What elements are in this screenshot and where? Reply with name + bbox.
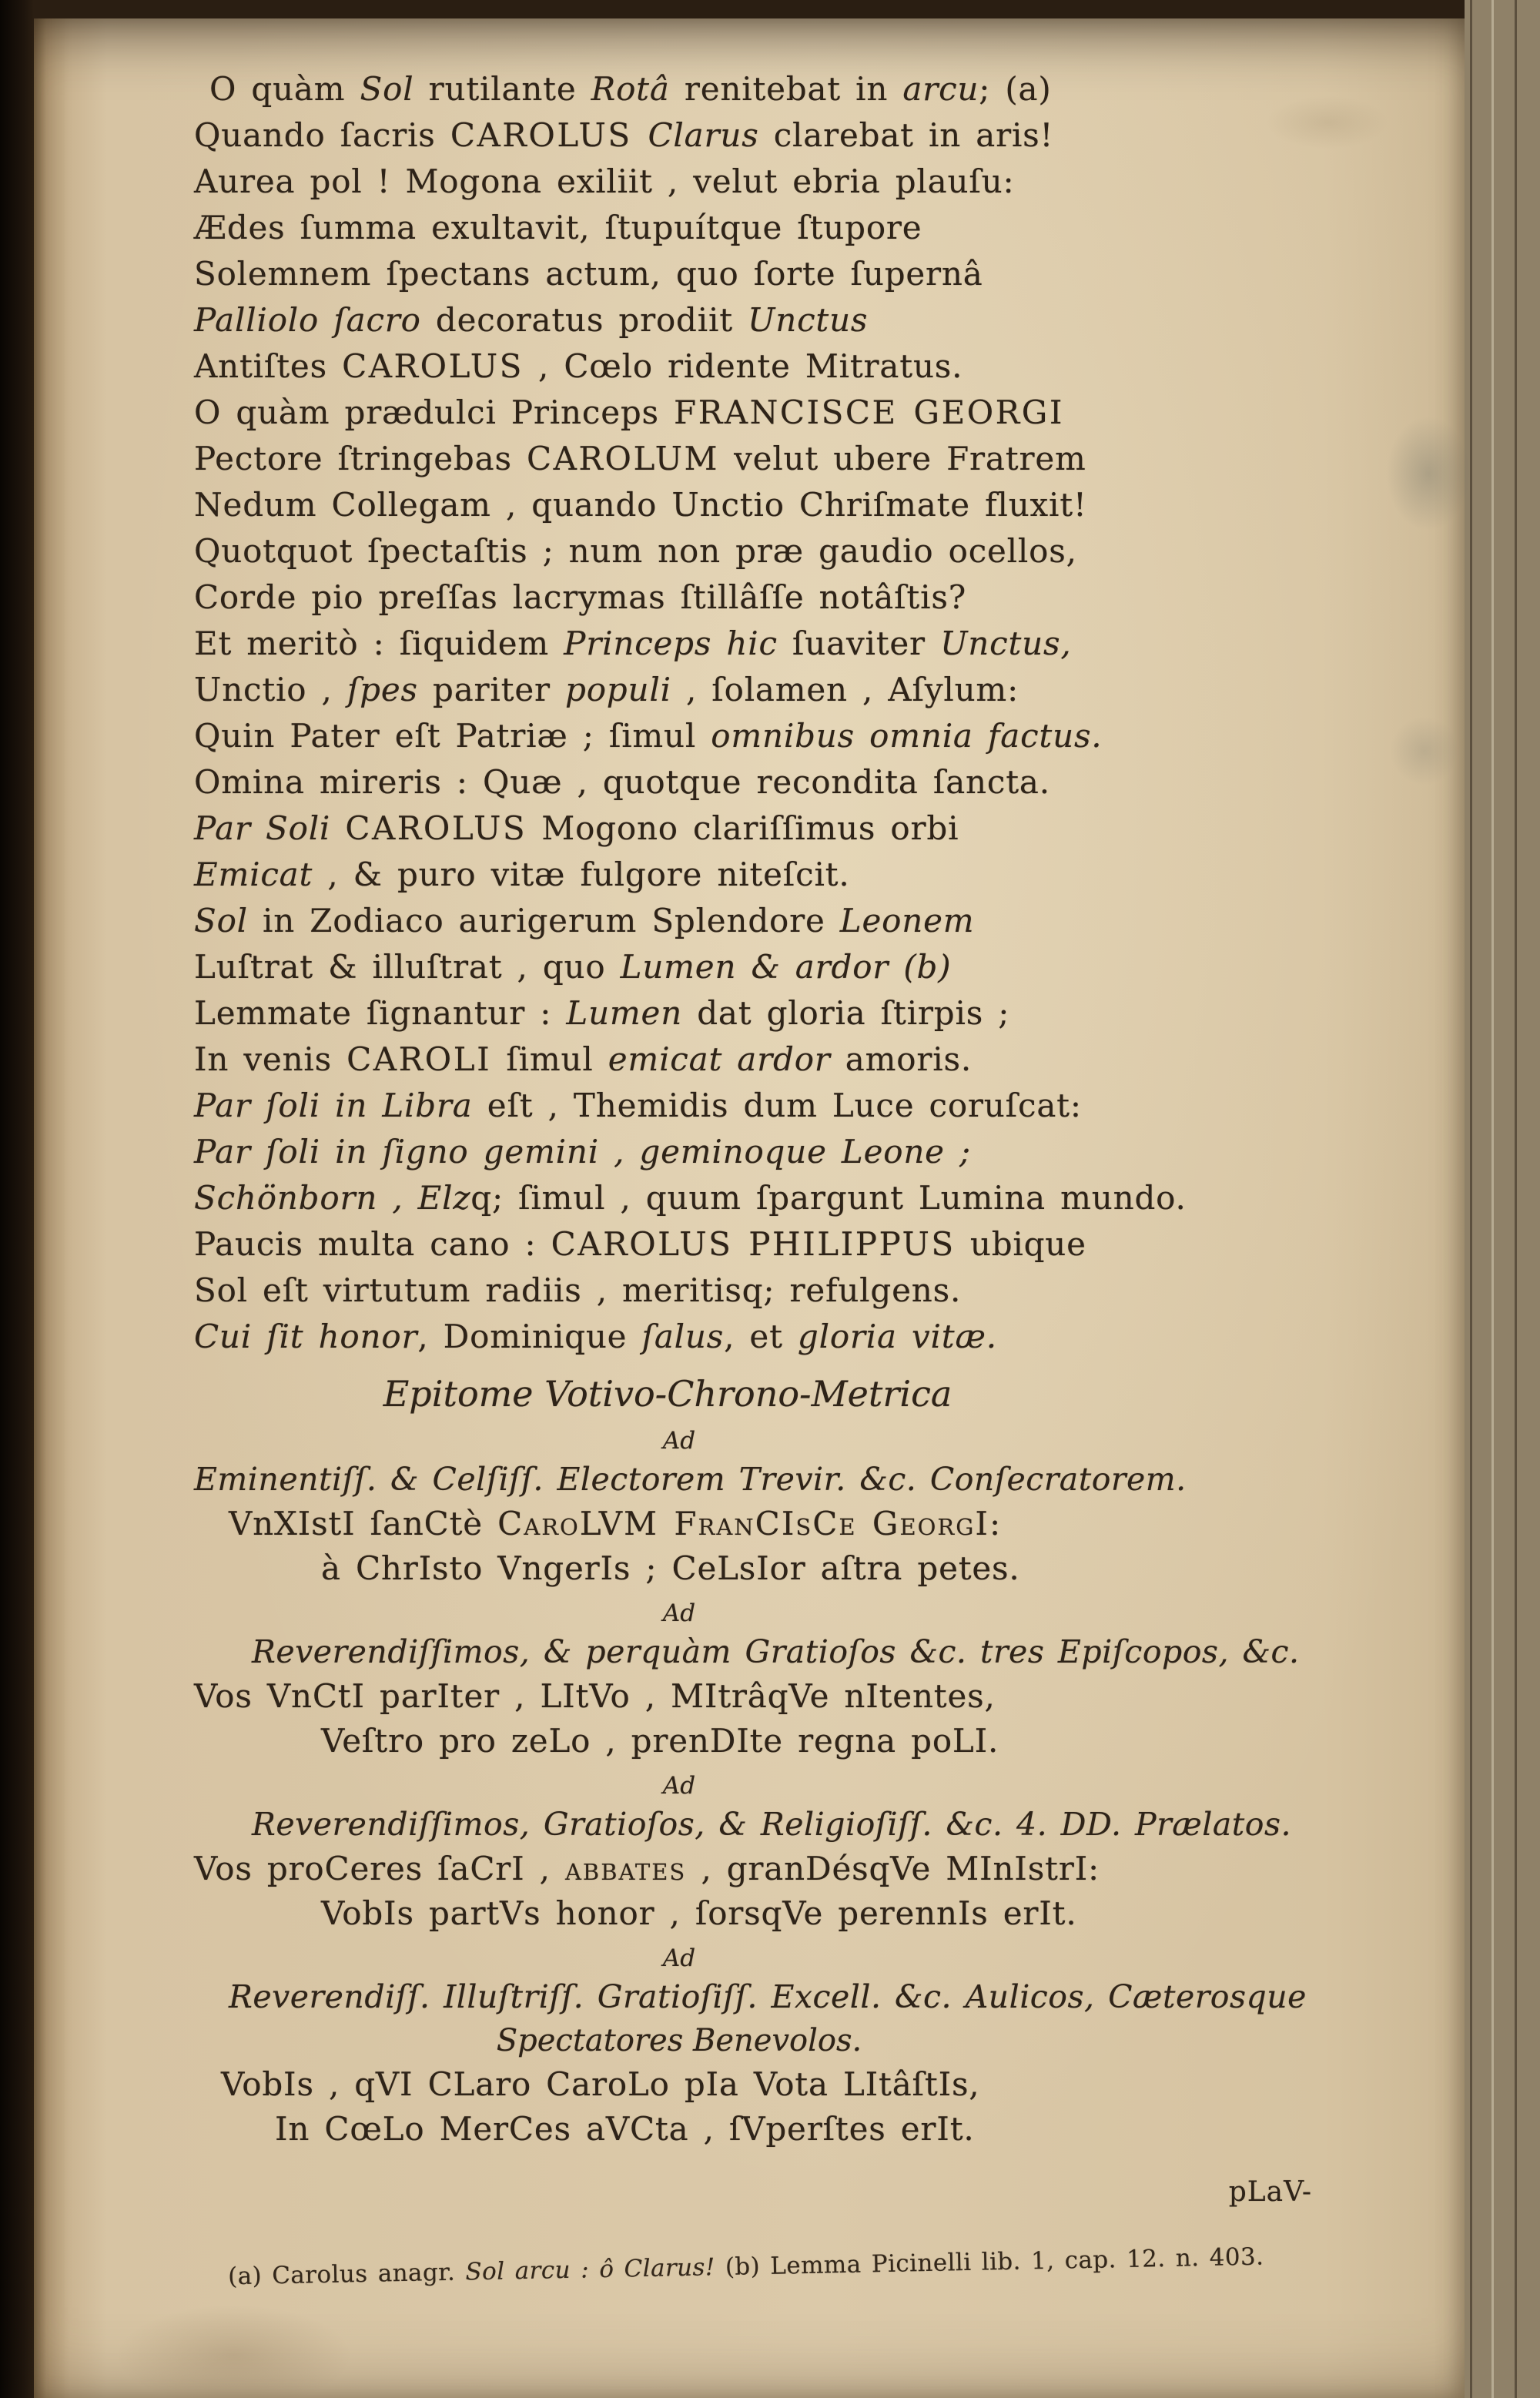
text: dat gloria ſtirpis ; [682,994,1010,1032]
dedication-heading [194,1802,1318,1847]
caps-text: CAROLUS [345,809,527,847]
smallcaps-text: CaroLVM FranCIsCe GeorgI: [497,1505,1003,1542]
poem-line [194,482,1318,528]
smallcaps-text: abbates [564,1850,687,1887]
poem-line [194,66,1318,112]
text: (b) Lemma Picinelli lib. 1, cap. 12. n. 403. [725,2242,1264,2281]
footnote-line [228,2243,1264,2291]
italic-text: Rotâ [591,70,670,108]
chronogram-line [194,1546,1318,1591]
chronogram-line [194,1502,1318,1546]
poem-line [194,574,1318,621]
footnote [228,2239,1383,2293]
text: Quotquot ſpectaſtis ; num non præ gaudio ocellos, [194,532,1077,570]
text: Nedum Collegam , quando Unctio Chriſmate fluxit! [194,486,1087,524]
italic-text: Sol arcu : ô Clarus! [465,2253,726,2286]
poem-line [194,343,1318,390]
italic-text: Ad [662,1944,696,1972]
chronogram-line [194,2107,1318,2152]
text: ubique [955,1225,1086,1263]
text: In venis [194,1040,347,1078]
italic-text: Lumen & ardor (b) [620,948,952,986]
poem-line [194,805,1318,852]
text: Aurea pol ! Mogona exiliit , velut ebria plauſu: [194,162,1015,200]
ad-label [194,1770,1318,1802]
text: O quàm [209,70,360,108]
chronogram-line [194,1674,1318,1719]
italic-text: Reverendiſſimos, Gratioſos, & Religioſiſſ. &c. 4. DD. Prælatos. [252,1806,1292,1843]
poem-line [194,1268,1318,1314]
text: Sol eſt virtutum radiis , meritisq; refulgens. [194,1271,962,1309]
poem-line [194,251,1318,297]
poem-line [194,944,1318,990]
poem-line [194,159,1318,205]
caps-text: CAROLI [346,1040,492,1078]
text: amoris. [830,1040,972,1078]
text: in Zodiaco aurigerum Splendore [247,902,840,939]
italic-text: ſalus [641,1318,725,1355]
italic-text: emicat ardor [608,1040,831,1078]
text: ; (a) [979,70,1052,108]
poem-line [194,528,1318,574]
poem-line [194,1175,1318,1221]
poem-line [194,713,1318,759]
text: Mogono clariſſimus orbi [527,809,959,847]
poem-line [194,297,1318,343]
italic-text: Par ſoli in Libra [194,1087,473,1124]
italic-text: Ad [662,1599,696,1627]
text: , Dominique [417,1318,642,1355]
poem-line [194,852,1318,898]
text: Lemmate ſignantur : [194,994,567,1032]
text: VobIs partVs honor , ſorsqVe perennIs erIt. [321,1894,1077,1932]
ad-label [194,1425,1318,1457]
text: ſimul [491,1040,608,1078]
dedication-heading [194,1974,1318,2019]
page-edge-line [1515,0,1517,2398]
text: renitebat in [669,70,903,108]
page-edge-line [1491,0,1494,2398]
text: In CœLo MerCes aVCta , ſVperſtes erIt. [275,2110,975,2148]
italic-text: Palliolo ſacro [194,301,421,339]
italic-text: Par ſoli in ſigno gemini , geminoque Leone ; [194,1133,971,1171]
italic-text: Schönborn , Elz [194,1179,471,1217]
book-page [34,18,1466,2398]
chronogram-line [194,2062,1318,2107]
caps-text: CAROLUM [526,440,719,477]
page-fore-edge [1465,0,1540,2398]
stain [119,2306,350,2398]
dedication-heading [194,1629,1318,1674]
italic-text: Epitome Votivo-Chrono-Metrica [383,1373,952,1415]
text: decoratus prodiit [420,301,748,339]
text: clarebat in aris! [758,116,1054,154]
text: Quando ſacris [194,116,450,154]
text: Vos proCeres ſaCrI , [194,1850,565,1887]
poem-line [194,1314,1318,1360]
italic-text: Lumen [566,994,683,1032]
italic-text: Ad [662,1427,696,1455]
text: à ChrIsto VngerIs ; CeLsIor aſtra petes. [321,1549,1020,1587]
poem-line [194,436,1318,482]
poem-line [194,205,1318,251]
dedication-heading [194,1457,1318,1502]
text: , & puro vitæ fulgore niteſcit. [313,856,850,893]
poem-line [194,390,1318,436]
poem-line [194,112,1318,159]
caps-text: FRANCISCE GEORGI [674,394,1064,431]
italic-text: gloria vitæ. [797,1318,997,1355]
italic-text: Princeps hic [564,625,778,662]
text: Et meritò : ſiquidem [194,625,564,662]
caps-text: CAROLUS [450,116,648,154]
caps-text: CAROLUS [342,347,524,385]
text: ſuaviter [777,625,941,662]
text: Luſtrat & illuſtrat , quo [194,948,621,986]
text: , ſolamen , Aſylum: [671,671,1019,708]
poem-line [194,621,1318,667]
catchword: pLaV- [1228,2176,1312,2208]
poem-line [194,667,1318,713]
poem-line [194,1129,1318,1175]
caps-text: CAROLUS PHILIPPUS [551,1225,956,1263]
italic-text: Sol [360,70,414,108]
italic-text: Unctus, [940,625,1072,662]
italic-text: Ad [662,1772,696,1800]
poem-line [194,898,1318,944]
section-heading [194,1369,1318,1418]
poem-line [194,1037,1318,1083]
text: rutilante [413,70,591,108]
poem-line [194,1083,1318,1129]
text: VobIs , qVI CLaro CaroLo pIa Vota LItâſtIs, [221,2065,980,2103]
text: pariter [417,671,566,708]
italic-text: omnibus omnia factus. [711,717,1103,755]
italic-text: arcu [902,70,979,108]
text: Veſtro pro zeLo , prenDIte regna poLI. [321,1722,999,1760]
text: VnXIstI ſanCtè [229,1505,498,1542]
italic-text: Unctus [748,301,869,339]
dedication-subheading [194,2019,1318,2062]
italic-text: Leonem [839,902,975,939]
poem-line [194,759,1318,805]
italic-text: Cui ſit honor [194,1318,418,1355]
text: Ædes ſumma exultavit, ſtupuítque ſtupore [194,209,922,246]
italic-text: Eminentiſſ. & Celſiſſ. Electorem Trevir. &c. Conſecratorem. [194,1461,1187,1498]
italic-text: Reverendiſſimos, & perquàm Gratioſos &c. tres Epiſcopos, &c. [252,1633,1300,1670]
text: eſt , Themidis dum Luce coruſcat: [472,1087,1082,1124]
poem-line [194,990,1318,1037]
text: Pectore ſtringebas [194,440,527,477]
italic-text: populi [565,671,671,708]
poem-line [194,1221,1318,1268]
text: Paucis multa cano : [194,1225,551,1263]
italic-text: Par Soli [194,809,346,847]
text: Antiſtes [194,347,343,385]
text: velut ubere Fratrem [718,440,1086,477]
text: Unctio , [194,671,347,708]
text: , granDésqVe MInIstrI: [686,1850,1100,1887]
italic-text: Sol [194,902,248,939]
italic-text: Clarus [648,116,759,154]
text: q; ſimul , quum ſpargunt Lumina mundo. [470,1179,1187,1217]
chronogram-line [194,1847,1318,1891]
italic-text: Emicat [194,856,313,893]
text: , Cœlo ridente Mitratus. [523,347,963,385]
text: Omina mireris : Quæ , quotque recondita ſancta. [194,763,1050,801]
italic-text: ſpes [346,671,418,708]
text: Vos VnCtI parIter , LItVo , MItrâqVe nItentes, [194,1677,996,1715]
ad-label [194,1597,1318,1629]
italic-text: Reverendiſſ. Illuſtriſſ. Gratioſiſſ. Excell. &c. Aulicos, Cæterosque [229,1978,1307,2015]
text-block [194,66,1318,2152]
ad-label [194,1942,1318,1974]
chronogram-line [194,1719,1318,1763]
page-edge-line [1470,0,1472,2398]
chronogram-line [194,1891,1318,1936]
text: Quin Pater eſt Patriæ ; ſimul [194,717,711,755]
text: , et [724,1318,798,1355]
text: Corde pio preſſas lacrymas ſtillâſſe notâſtis? [194,578,967,616]
text: Solemnem ſpectans actum, quo ſorte ſupernâ [194,255,983,293]
text: O quàm prædulci Princeps [194,394,675,431]
text: (a) Carolus anagr. [227,2258,466,2291]
italic-text: Spectatores Benevolos. [496,2023,862,2058]
